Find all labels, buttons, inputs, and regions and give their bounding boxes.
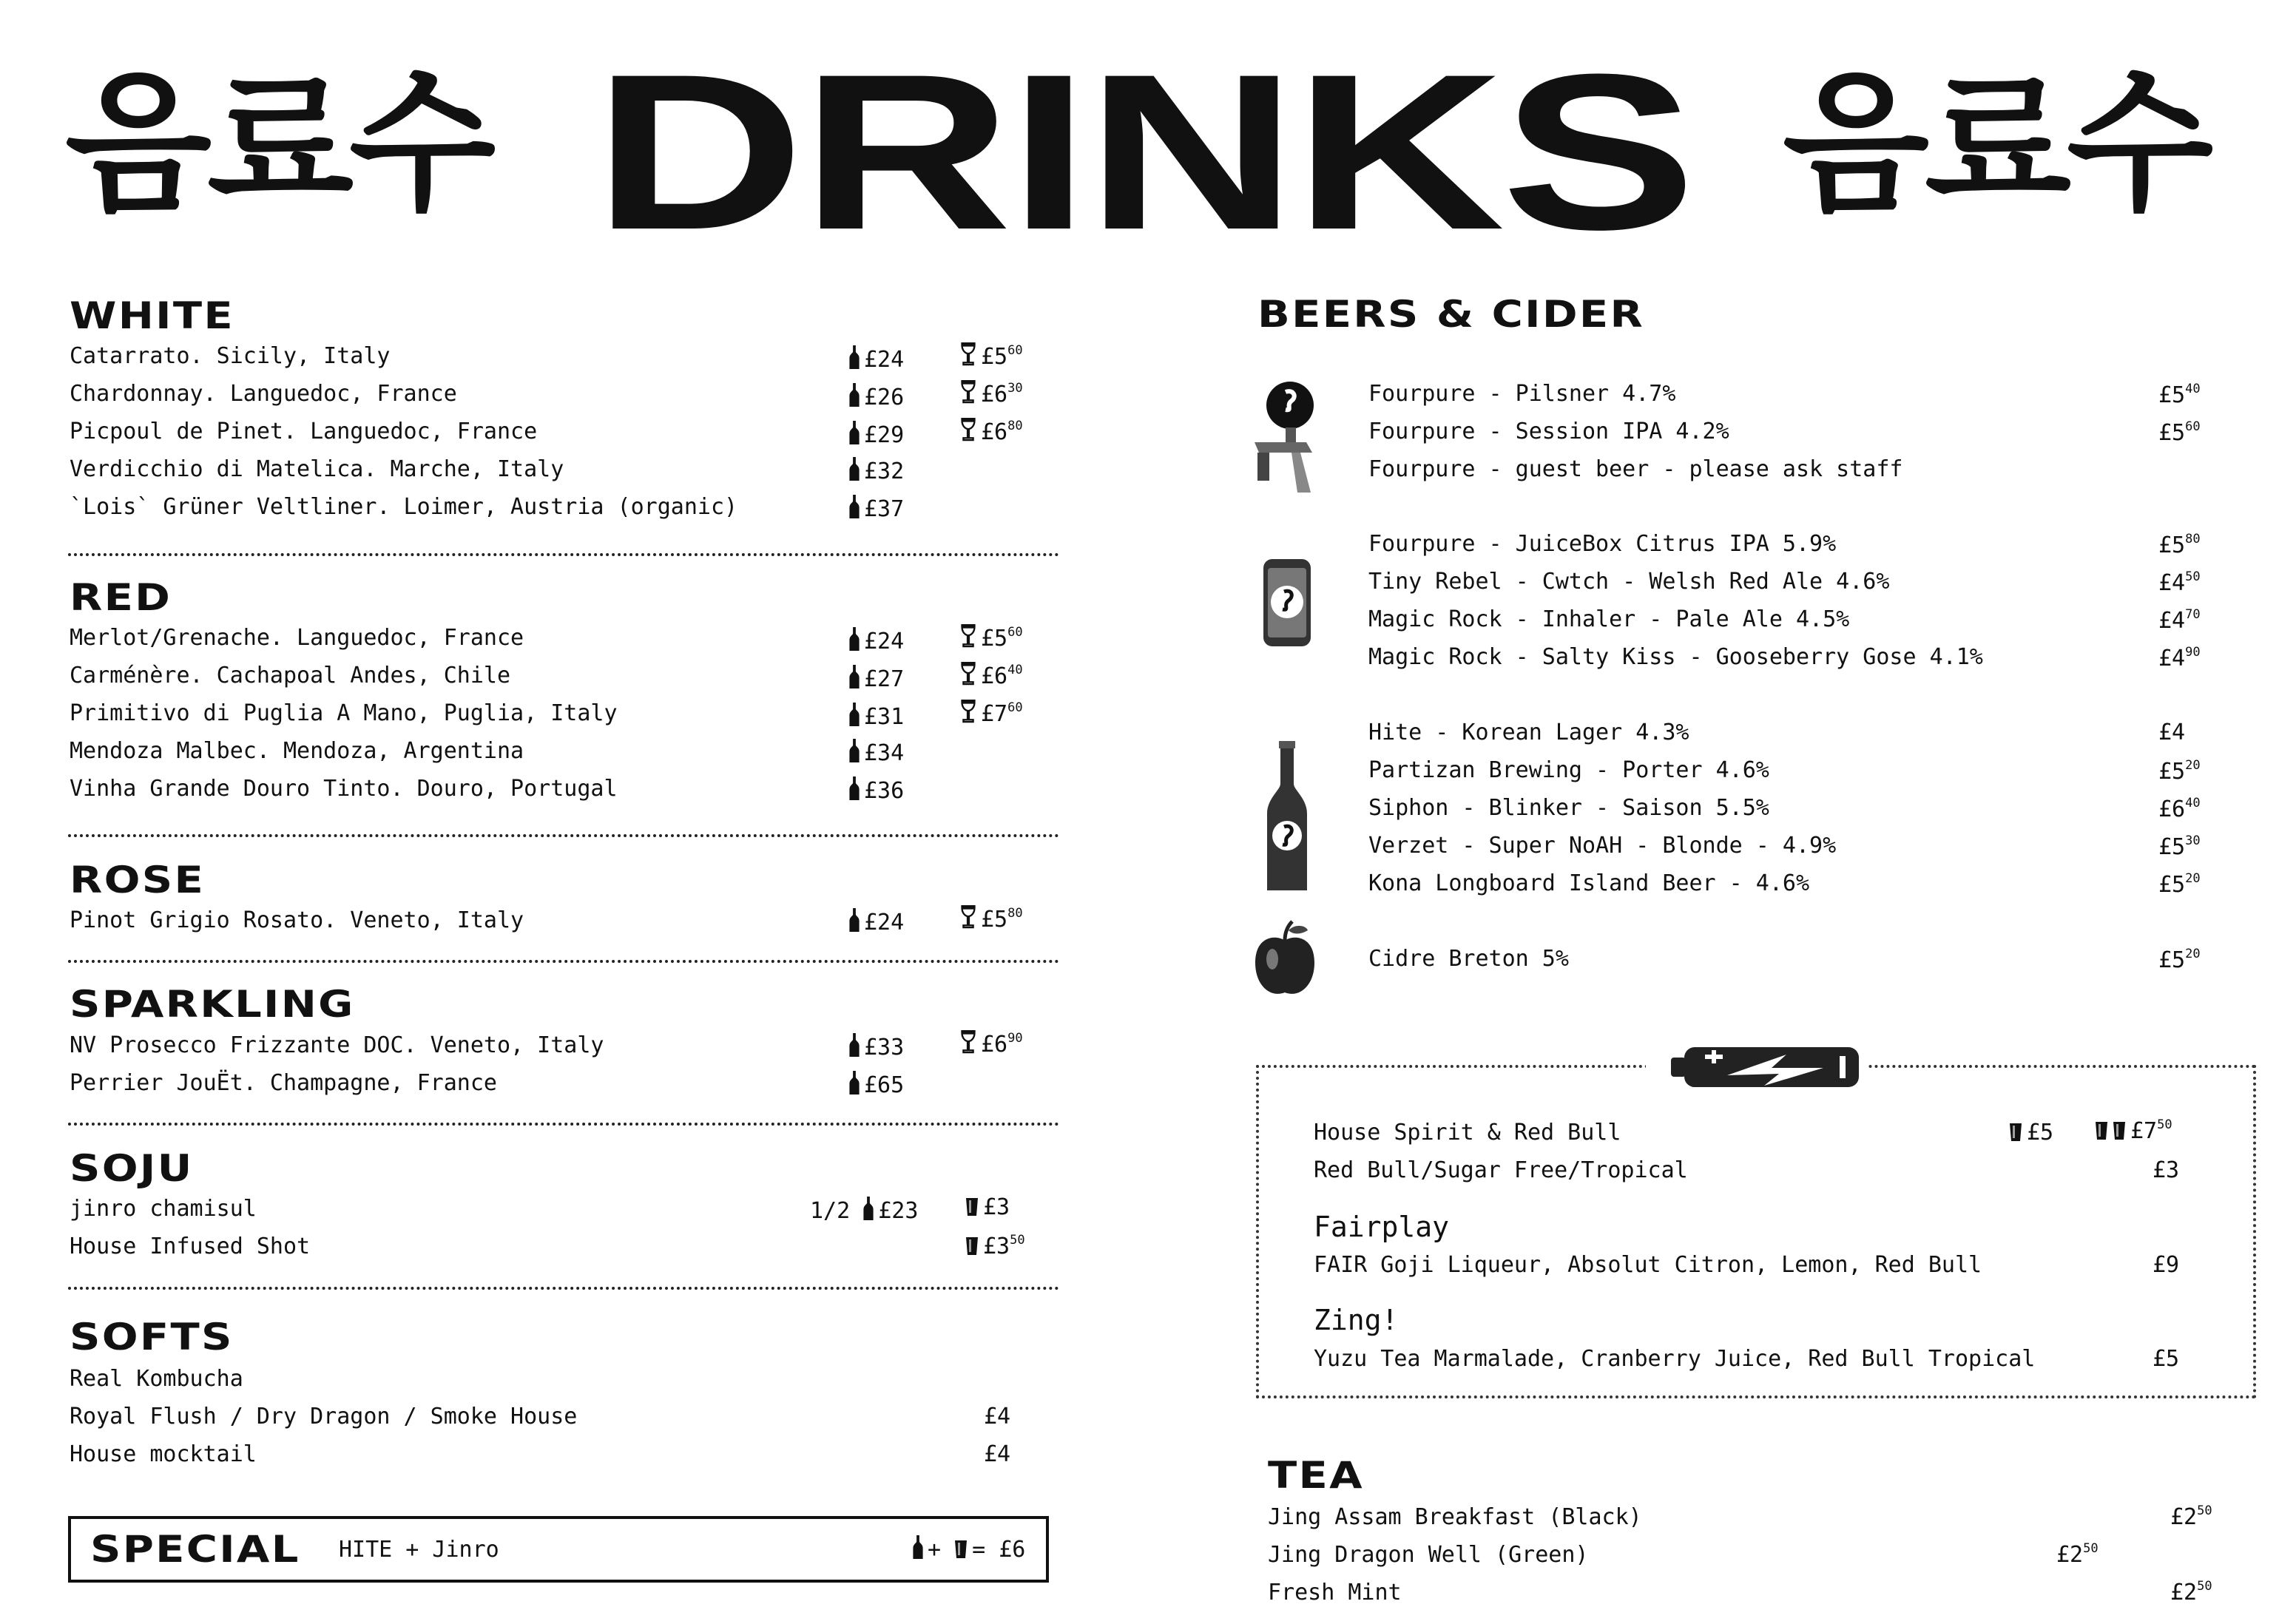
bottle-price: 1/2 £23: [810, 1198, 919, 1224]
beer-price: $£5^{40}$: [2158, 382, 2201, 408]
tea-name: Fresh Mint: [1268, 1580, 1402, 1606]
special-box: [68, 1516, 1049, 1583]
beer-can-icon: [1257, 555, 1317, 651]
glass-price: $£6^{30}$: [960, 380, 1023, 406]
cider-price: $£5^{20}$: [2158, 947, 2201, 973]
soju-name: House Infused Shot: [70, 1234, 311, 1259]
page-title: DRINKS: [592, 27, 1693, 276]
double-price: $£7^{50}$: [2095, 1119, 2172, 1143]
section-title-red: RED: [70, 576, 172, 619]
section-title-softs: SOFTS: [70, 1316, 234, 1359]
bottle-icon: [863, 1197, 874, 1220]
bottle-price: £24: [849, 627, 904, 653]
glass-price: $£5^{60}$: [960, 624, 1023, 650]
bottle-price: £29: [849, 421, 904, 447]
wine-glass-icon: [960, 1030, 976, 1054]
bottle-price: £36: [849, 777, 904, 802]
section-title-white: WHITE: [70, 294, 234, 337]
beer-name: Verzet - Super NoAH - Blonde - 4.9%: [1368, 833, 1837, 859]
shot-glass-icon: [2009, 1123, 2022, 1142]
beer-name: Magic Rock - Inhaler - Pale Ale 4.5%: [1368, 606, 1850, 632]
wine-name: `Lois` Grüner Veltliner. Loimer, Austria (organic): [70, 494, 738, 520]
bottle-price: £34: [849, 739, 904, 765]
bottle-price: £31: [849, 703, 904, 728]
wine-glass-icon: [960, 662, 976, 686]
cocktail-title: Fairplay: [1314, 1211, 1450, 1243]
beer-name: Partizan Brewing - Porter 4.6%: [1368, 757, 1769, 783]
beer-price: $£5^{30}$: [2158, 833, 2201, 860]
beer-name: Fourpure - JuiceBox Citrus IPA 5.9%: [1368, 531, 1837, 557]
wine-name: Primitivo di Puglia A Mano, Puglia, Italy: [70, 700, 618, 726]
beer-tap-icon: [1237, 376, 1333, 494]
tea-price: $£2^{50}$: [2056, 1541, 2099, 1568]
wine-glass-icon: [960, 905, 976, 929]
apple-icon: [1252, 918, 1318, 1000]
korean-title-left: 음료수: [65, 55, 492, 232]
bottle-icon: [849, 495, 860, 518]
special-title: SPECIAL: [90, 1528, 300, 1571]
divider: [68, 553, 1059, 556]
divider: [68, 1123, 1059, 1126]
glass-price: $£6^{90}$: [960, 1030, 1023, 1056]
beer-name: Siphon - Blinker - Saison 5.5%: [1368, 795, 1769, 821]
wine-name: Verdicchio di Matelica. Marche, Italy: [70, 456, 564, 482]
beer-name: Fourpure - guest beer - please ask staff: [1368, 456, 1903, 482]
wine-name: Perrier JouËt. Champagne, France: [70, 1070, 497, 1096]
bottle-icon: [849, 383, 860, 407]
cider-name: Cidre Breton 5%: [1368, 946, 1569, 972]
section-title-tea: TEA: [1268, 1454, 1364, 1497]
bottle-price: £24: [849, 908, 904, 934]
glass-price: $£5^{60}$: [960, 342, 1023, 368]
shot-price: $£3^{50}$: [965, 1234, 1025, 1258]
bottle-icon: [849, 739, 860, 762]
cocktail-desc: FAIR Goji Liqueur, Absolut Citron, Lemon, Red Bull: [1314, 1252, 1982, 1278]
bottle-price: £37: [849, 495, 904, 521]
special-price: + = £6: [913, 1535, 1025, 1561]
wine-name: Merlot/Grenache. Languedoc, France: [70, 625, 524, 651]
soft-price: £4: [984, 1404, 1011, 1430]
shot-glass-icon: [954, 1540, 968, 1559]
bottle-icon: [849, 908, 860, 932]
bottle-icon: [849, 345, 860, 369]
wine-glass-icon: [960, 700, 976, 723]
redbull-item-name: House Spirit & Red Bull: [1314, 1120, 1621, 1146]
bottle-icon: [849, 627, 860, 651]
bottle-icon: [849, 703, 860, 726]
soft-price: £4: [984, 1441, 1011, 1467]
bottle-icon: [849, 665, 860, 688]
beer-bottle-icon: [1261, 740, 1313, 895]
divider: [68, 1287, 1059, 1290]
beer-name: Tiny Rebel - Cwtch - Welsh Red Ale 4.6%: [1368, 569, 1890, 595]
korean-title-right: 음료수: [1783, 55, 2209, 232]
cocktail-title: Zing!: [1314, 1304, 1399, 1336]
bottle-price: £33: [849, 1033, 904, 1059]
bottle-price: £24: [849, 345, 904, 371]
soft-name: House mocktail: [70, 1441, 257, 1467]
wine-name: Catarrato. Sicily, Italy: [70, 343, 391, 369]
beer-price: $£4^{70}$: [2158, 607, 2201, 634]
beer-name: Magic Rock - Salty Kiss - Gooseberry Gose 4.1%: [1368, 644, 1983, 670]
wine-name: Pinot Grigio Rosato. Veneto, Italy: [70, 907, 524, 933]
glass-price: $£7^{60}$: [960, 700, 1023, 725]
shot-glass-icon: [2095, 1121, 2108, 1140]
bottle-icon: [849, 1033, 860, 1057]
special-desc: HITE + Jinro: [339, 1537, 499, 1563]
bottle-price: £26: [849, 383, 904, 409]
battery-icon: [1646, 1041, 1868, 1093]
redbull-item-name: Red Bull/Sugar Free/Tropical: [1314, 1157, 1688, 1183]
bottle-price: £65: [849, 1071, 904, 1097]
tea-name: Jing Assam Breakfast (Black): [1268, 1504, 1642, 1530]
bottle-price: £27: [849, 665, 904, 691]
wine-name: Chardonnay. Languedoc, France: [70, 381, 457, 407]
bottle-icon: [913, 1535, 923, 1559]
beer-name: Fourpure - Pilsner 4.7%: [1368, 381, 1676, 407]
beer-name: Hite - Korean Lager 4.3%: [1368, 720, 1689, 745]
beer-price: $£5^{60}$: [2158, 419, 2201, 446]
wine-glass-icon: [960, 380, 976, 404]
bottle-price: £32: [849, 457, 904, 483]
wine-glass-icon: [960, 342, 976, 366]
soft-name: Real Kombucha: [70, 1366, 243, 1392]
bottle-icon: [849, 421, 860, 444]
bottle-icon: [849, 457, 860, 481]
wine-glass-icon: [960, 624, 976, 648]
beer-price: $£5^{20}$: [2158, 758, 2201, 785]
divider: [68, 960, 1059, 963]
cocktail-price: £9: [2153, 1252, 2180, 1278]
section-title-rose: ROSE: [70, 859, 206, 901]
soft-name: Royal Flush / Dry Dragon / Smoke House: [70, 1404, 578, 1430]
beer-name: Kona Longboard Island Beer - 4.6%: [1368, 870, 1810, 896]
wine-name: NV Prosecco Frizzante DOC. Veneto, Italy: [70, 1032, 604, 1058]
beer-price: $£4^{50}$: [2158, 569, 2201, 596]
beer-price: $£6^{40}$: [2158, 796, 2201, 822]
shot-glass-icon: [965, 1197, 979, 1217]
cocktail-price: £5: [2153, 1346, 2180, 1372]
bottle-icon: [849, 777, 860, 800]
wine-name: Carménère. Cachapoal Andes, Chile: [70, 663, 511, 688]
section-title-soju: SOJU: [70, 1147, 194, 1190]
tea-name: Jing Dragon Well (Green): [1268, 1542, 1589, 1568]
wine-name: Picpoul de Pinet. Languedoc, France: [70, 419, 538, 444]
beer-price: $£4^{90}$: [2158, 645, 2201, 671]
wine-glass-icon: [960, 418, 976, 441]
cocktail-desc: Yuzu Tea Marmalade, Cranberry Juice, Red Bull Tropical: [1314, 1346, 2036, 1372]
glass-price: $£6^{80}$: [960, 418, 1023, 444]
bottle-icon: [849, 1071, 860, 1094]
shot-glass-icon: [965, 1236, 979, 1256]
beer-price: £4: [2158, 720, 2186, 745]
glass-price: $£6^{40}$: [960, 662, 1023, 688]
glass-price: $£5^{80}$: [960, 905, 1023, 931]
wine-name: Vinha Grande Douro Tinto. Douro, Portugal: [70, 776, 618, 802]
section-title-beers: BEERS & CIDER: [1257, 293, 1645, 336]
wine-name: Mendoza Malbec. Mendoza, Argentina: [70, 738, 524, 764]
soju-name: jinro chamisul: [70, 1196, 257, 1222]
redbull-price: £3: [2153, 1157, 2180, 1183]
single-price: £5: [2009, 1122, 2053, 1144]
divider: [68, 834, 1059, 837]
shot-price: £3: [965, 1197, 1010, 1219]
beer-name: Fourpure - Session IPA 4.2%: [1368, 419, 1729, 444]
tea-price: $£2^{50}$: [2170, 1503, 2212, 1530]
tea-price: $£2^{50}$: [2170, 1579, 2212, 1606]
beer-price: $£5^{20}$: [2158, 871, 2201, 898]
section-title-sparkling: SPARKLING: [70, 983, 355, 1026]
beer-price: $£5^{80}$: [2158, 532, 2201, 558]
shot-glass-icon: [2113, 1121, 2126, 1140]
